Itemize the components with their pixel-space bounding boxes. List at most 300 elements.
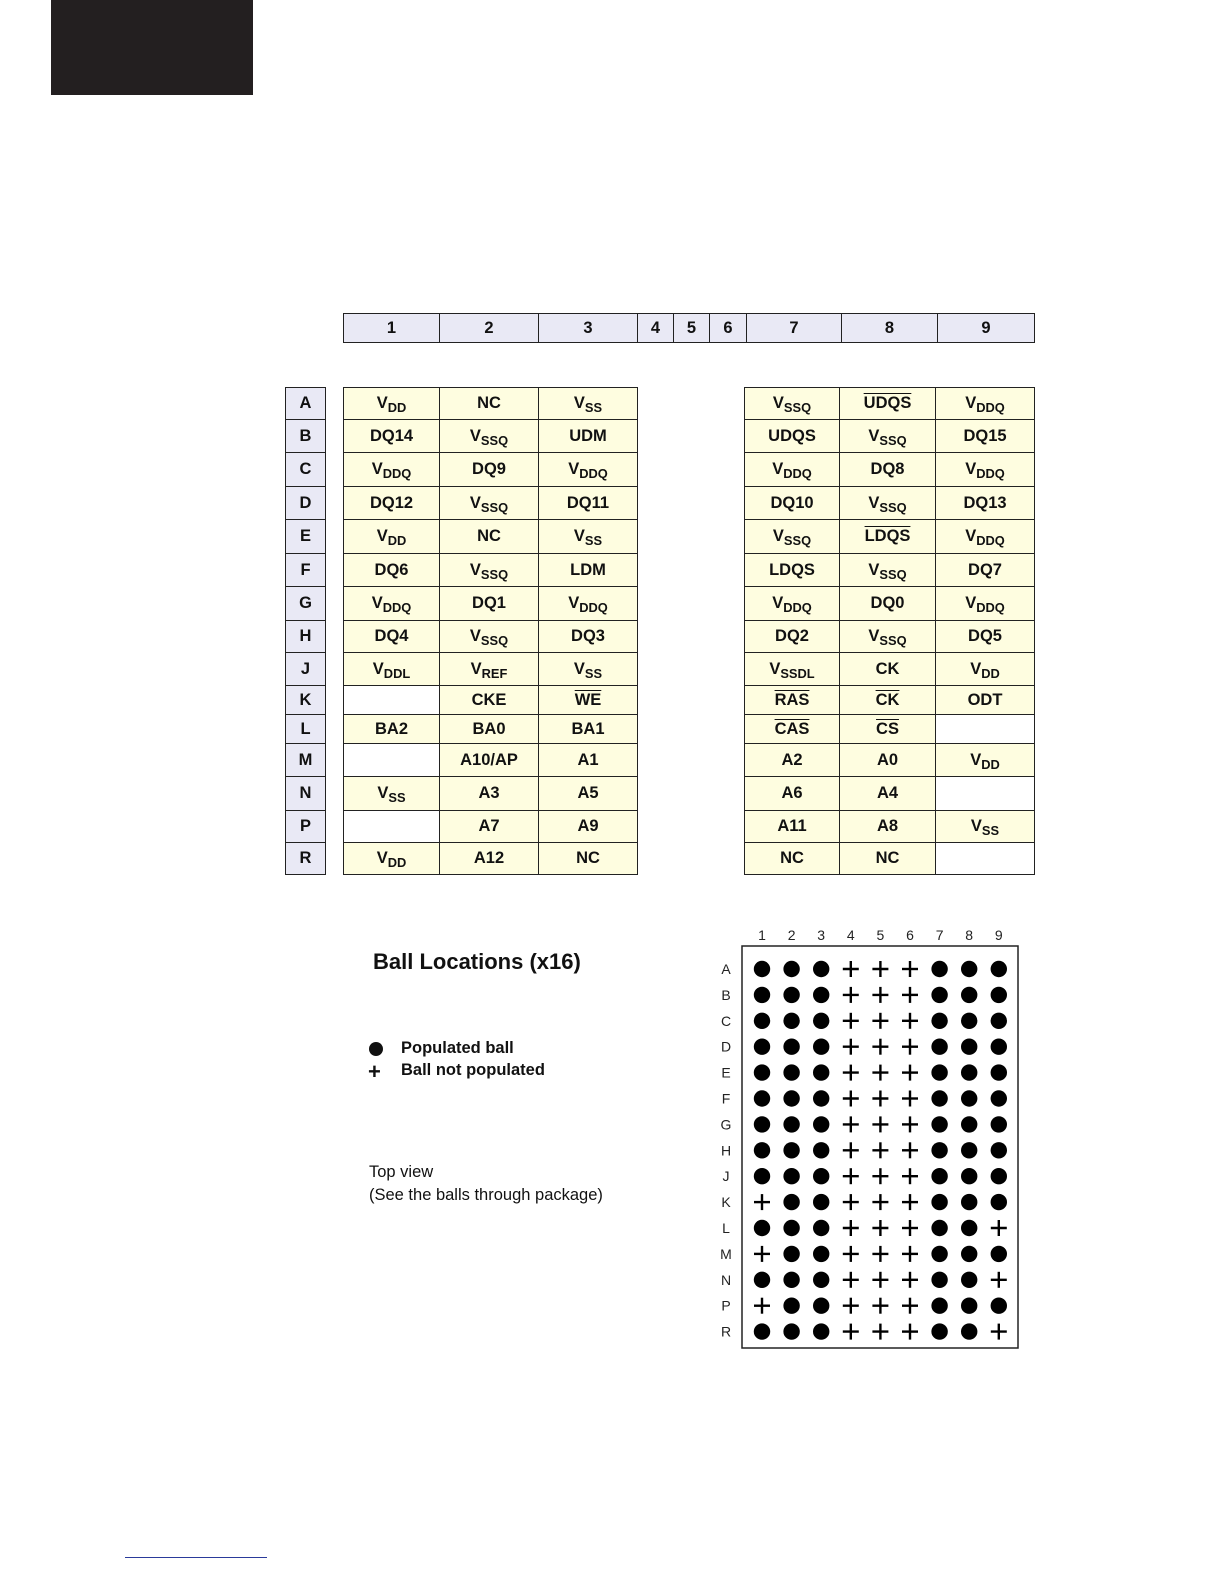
ball-row-label: N bbox=[720, 1271, 732, 1288]
pin-cell-E1: $V_{DD}$ bbox=[344, 520, 440, 554]
pin-cell-H2: $V_{SSQ}$ bbox=[440, 621, 539, 653]
row-label-N: N bbox=[286, 777, 326, 811]
populated-ball bbox=[813, 1064, 829, 1080]
pin-cell-R2: A12 bbox=[440, 843, 539, 875]
ball-col-label: 7 bbox=[935, 927, 944, 943]
pin-row-M bbox=[344, 744, 638, 777]
ball-row-label: C bbox=[720, 1012, 732, 1029]
populated-ball bbox=[813, 1194, 829, 1210]
populated-ball bbox=[961, 1323, 977, 1339]
column-header-2: 2 bbox=[440, 314, 539, 343]
unpopulated-ball bbox=[872, 1142, 888, 1158]
populated-ball bbox=[991, 961, 1007, 977]
ball-row-label: M bbox=[720, 1245, 732, 1262]
populated-ball bbox=[813, 1013, 829, 1029]
populated-ball bbox=[783, 1142, 799, 1158]
pin-cell-R9 bbox=[936, 843, 1035, 875]
pin-cell-C1: $V_{DDQ}$ bbox=[344, 453, 440, 487]
row-label-H: H bbox=[286, 621, 326, 653]
pin-cell-R8: NC bbox=[840, 843, 936, 875]
populated-ball bbox=[931, 1323, 947, 1339]
populated-ball bbox=[813, 1039, 829, 1055]
populated-ball bbox=[813, 1090, 829, 1106]
pin-row-N bbox=[344, 777, 638, 811]
populated-ball bbox=[813, 961, 829, 977]
legend-not-populated-label: Ball not populated bbox=[401, 1061, 545, 1079]
not-populated-plus-icon: + bbox=[368, 1059, 381, 1084]
populated-ball bbox=[961, 1064, 977, 1080]
unpopulated-ball bbox=[902, 1324, 918, 1340]
pin-cell-C7: $V_{DDQ}$ bbox=[745, 453, 840, 487]
pin-cell-B7: UDQS bbox=[745, 420, 840, 453]
pin-row-B bbox=[344, 420, 638, 453]
populated-ball bbox=[754, 1323, 770, 1339]
unpopulated-ball bbox=[754, 1246, 770, 1262]
unpopulated-ball bbox=[843, 1142, 859, 1158]
pin-cell-H9: DQ5 bbox=[936, 621, 1035, 653]
pin-cell-M2: A10/AP bbox=[440, 744, 539, 777]
unpopulated-ball bbox=[843, 1324, 859, 1340]
unpopulated-ball bbox=[902, 1272, 918, 1288]
pin-cell-E3: $V_{SS}$ bbox=[539, 520, 638, 554]
populated-ball bbox=[783, 1272, 799, 1288]
populated-ball bbox=[754, 1013, 770, 1029]
populated-ball bbox=[961, 1142, 977, 1158]
ball-col-label: 3 bbox=[817, 927, 826, 943]
pin-row-F bbox=[344, 554, 638, 587]
unpopulated-ball bbox=[902, 1298, 918, 1314]
populated-ball bbox=[754, 1116, 770, 1132]
populated-ball bbox=[754, 1142, 770, 1158]
row-label-J: J bbox=[286, 653, 326, 686]
pin-cell-D3: DQ11 bbox=[539, 487, 638, 520]
pin-cell-C9: $V_{DDQ}$ bbox=[936, 453, 1035, 487]
populated-ball bbox=[961, 1298, 977, 1314]
populated-ball bbox=[961, 961, 977, 977]
populated-ball bbox=[931, 1194, 947, 1210]
pin-cell-K8: $\overline{CK}$ bbox=[840, 686, 936, 715]
populated-ball bbox=[813, 1168, 829, 1184]
populated-ball bbox=[991, 987, 1007, 1003]
populated-ball bbox=[931, 1013, 947, 1029]
pin-row-R bbox=[745, 843, 1035, 875]
pin-cell-N8: A4 bbox=[840, 777, 936, 811]
pin-cell-F2: $V_{SSQ}$ bbox=[440, 554, 539, 587]
unpopulated-ball bbox=[902, 1194, 918, 1210]
populated-ball bbox=[931, 1272, 947, 1288]
unpopulated-ball bbox=[991, 1220, 1007, 1236]
unpopulated-ball bbox=[843, 1116, 859, 1132]
populated-ball bbox=[783, 1298, 799, 1314]
pin-cell-L7: $\overline{CAS}$ bbox=[745, 715, 840, 744]
pin-cell-P3: A9 bbox=[539, 811, 638, 843]
unpopulated-ball bbox=[754, 1298, 770, 1314]
populated-ball bbox=[783, 1220, 799, 1236]
unpopulated-ball bbox=[902, 1091, 918, 1107]
populated-ball bbox=[783, 1116, 799, 1132]
pin-cell-K3: $\overline{WE}$ bbox=[539, 686, 638, 715]
populated-ball bbox=[754, 1168, 770, 1184]
pin-cell-E7: $V_{SSQ}$ bbox=[745, 520, 840, 554]
pin-cell-R3: NC bbox=[539, 843, 638, 875]
populated-ball bbox=[931, 1168, 947, 1184]
top-view-label: Top view bbox=[369, 1163, 434, 1181]
pin-row-D bbox=[344, 487, 638, 520]
ball-col-label: 4 bbox=[846, 927, 855, 943]
unpopulated-ball bbox=[843, 987, 859, 1003]
pin-cell-A2: NC bbox=[440, 388, 539, 420]
pin-cell-E9: $V_{DDQ}$ bbox=[936, 520, 1035, 554]
pin-cell-A3: $V_{SS}$ bbox=[539, 388, 638, 420]
unpopulated-ball bbox=[843, 1065, 859, 1081]
populated-ball bbox=[991, 1039, 1007, 1055]
populated-ball bbox=[931, 987, 947, 1003]
unpopulated-ball bbox=[991, 1324, 1007, 1340]
populated-ball bbox=[783, 1323, 799, 1339]
populated-ball bbox=[991, 1298, 1007, 1314]
unpopulated-ball bbox=[872, 1194, 888, 1210]
ball-row-label: E bbox=[721, 1064, 731, 1081]
unpopulated-ball bbox=[754, 1194, 770, 1210]
pin-cell-J9: $V_{DD}$ bbox=[936, 653, 1035, 686]
pin-row-P bbox=[745, 811, 1035, 843]
pin-cell-P9: $V_{SS}$ bbox=[936, 811, 1035, 843]
pin-cell-J3: $V_{SS}$ bbox=[539, 653, 638, 686]
pin-cell-K2: CKE bbox=[440, 686, 539, 715]
row-label-P: P bbox=[286, 811, 326, 843]
pin-row-C bbox=[344, 453, 638, 487]
pin-cell-D2: $V_{SSQ}$ bbox=[440, 487, 539, 520]
pin-cell-B2: $V_{SSQ}$ bbox=[440, 420, 539, 453]
pin-cell-K7: $\overline{RAS}$ bbox=[745, 686, 840, 715]
pin-row-R bbox=[344, 843, 638, 875]
ball-col-label: 6 bbox=[906, 927, 914, 943]
populated-ball bbox=[961, 987, 977, 1003]
populated-ball bbox=[754, 987, 770, 1003]
ball-row-label: G bbox=[720, 1116, 732, 1133]
pin-row-C bbox=[745, 453, 1035, 487]
unpopulated-ball bbox=[902, 1116, 918, 1132]
pin-cell-L8: $\overline{CS}$ bbox=[840, 715, 936, 744]
unpopulated-ball bbox=[902, 1246, 918, 1262]
unpopulated-ball bbox=[872, 1168, 888, 1184]
pin-cell-B9: DQ15 bbox=[936, 420, 1035, 453]
column-header-5: 5 bbox=[674, 314, 710, 343]
unpopulated-ball bbox=[872, 1065, 888, 1081]
pin-cell-N2: A3 bbox=[440, 777, 539, 811]
populated-ball bbox=[991, 1168, 1007, 1184]
pin-row-A bbox=[745, 388, 1035, 420]
pin-cell-J8: CK bbox=[840, 653, 936, 686]
top-view-note: (See the balls through package) bbox=[369, 1186, 603, 1204]
pin-cell-B3: UDM bbox=[539, 420, 638, 453]
unpopulated-ball bbox=[902, 1168, 918, 1184]
pin-cell-B8: $V_{SSQ}$ bbox=[840, 420, 936, 453]
pin-cell-N3: A5 bbox=[539, 777, 638, 811]
ball-row-label: A bbox=[721, 961, 731, 977]
populated-ball bbox=[991, 1116, 1007, 1132]
pin-row-M bbox=[745, 744, 1035, 777]
pin-cell-P7: A11 bbox=[745, 811, 840, 843]
pin-cell-F8: $V_{SSQ}$ bbox=[840, 554, 936, 587]
pin-cell-H3: DQ3 bbox=[539, 621, 638, 653]
pin-cell-C3: $V_{DDQ}$ bbox=[539, 453, 638, 487]
pin-cell-F1: DQ6 bbox=[344, 554, 440, 587]
row-label-G: G bbox=[286, 587, 326, 621]
populated-ball bbox=[991, 1013, 1007, 1029]
ball-location-diagram bbox=[712, 922, 1024, 1354]
pin-cell-M9: $V_{DD}$ bbox=[936, 744, 1035, 777]
pin-cell-M7: A2 bbox=[745, 744, 840, 777]
column-header-6: 6 bbox=[710, 314, 747, 343]
pin-cell-E8: LDQS bbox=[840, 520, 936, 554]
pin-cell-N1: $V_{SS}$ bbox=[344, 777, 440, 811]
unpopulated-ball bbox=[872, 1091, 888, 1107]
ball-row-label: R bbox=[720, 1323, 732, 1340]
row-label-B: B bbox=[286, 420, 326, 453]
populated-ball bbox=[754, 1039, 770, 1055]
pin-row-P bbox=[344, 811, 638, 843]
populated-ball bbox=[754, 1064, 770, 1080]
pin-cell-H7: DQ2 bbox=[745, 621, 840, 653]
unpopulated-ball bbox=[872, 1272, 888, 1288]
populated-ball bbox=[783, 1246, 799, 1262]
populated-ball bbox=[783, 1039, 799, 1055]
row-label-A: A bbox=[286, 388, 326, 420]
populated-ball bbox=[813, 1298, 829, 1314]
pin-cell-G1: $V_{DDQ}$ bbox=[344, 587, 440, 621]
populated-ball bbox=[813, 987, 829, 1003]
populated-ball bbox=[991, 1142, 1007, 1158]
populated-ball bbox=[813, 1142, 829, 1158]
pin-row-L bbox=[745, 715, 1035, 744]
populated-ball bbox=[931, 1298, 947, 1314]
unpopulated-ball bbox=[843, 1272, 859, 1288]
row-label-E: E bbox=[286, 520, 326, 554]
pin-cell-K9: ODT bbox=[936, 686, 1035, 715]
pin-cell-L2: BA0 bbox=[440, 715, 539, 744]
pin-cell-G9: $V_{DDQ}$ bbox=[936, 587, 1035, 621]
legend-populated-label: Populated ball bbox=[401, 1039, 514, 1057]
pin-cell-B1: DQ14 bbox=[344, 420, 440, 453]
populated-ball bbox=[783, 1090, 799, 1106]
pin-row-F bbox=[745, 554, 1035, 587]
populated-ball bbox=[813, 1272, 829, 1288]
pin-cell-A1: $V_{DD}$ bbox=[344, 388, 440, 420]
pin-cell-A8: UDQS bbox=[840, 388, 936, 420]
pin-row-H bbox=[745, 621, 1035, 653]
populated-ball bbox=[961, 1194, 977, 1210]
pin-cell-M8: A0 bbox=[840, 744, 936, 777]
populated-ball bbox=[931, 1090, 947, 1106]
populated-ball bbox=[991, 1246, 1007, 1262]
populated-ball bbox=[931, 1039, 947, 1055]
pin-row-A bbox=[344, 388, 638, 420]
populated-ball-icon bbox=[369, 1042, 383, 1056]
ball-locations-title: Ball Locations (x16) bbox=[373, 949, 581, 974]
pin-cell-L9 bbox=[936, 715, 1035, 744]
pin-cell-M1 bbox=[344, 744, 440, 777]
pin-cell-H8: $V_{SSQ}$ bbox=[840, 621, 936, 653]
populated-ball bbox=[754, 1272, 770, 1288]
footer-rule bbox=[125, 1557, 267, 1558]
populated-ball bbox=[931, 1246, 947, 1262]
row-label-F: F bbox=[286, 554, 326, 587]
pin-row-N bbox=[745, 777, 1035, 811]
pin-cell-G2: DQ1 bbox=[440, 587, 539, 621]
ball-col-label: 8 bbox=[965, 927, 974, 943]
unpopulated-ball bbox=[872, 1324, 888, 1340]
pin-cell-M3: A1 bbox=[539, 744, 638, 777]
populated-ball bbox=[961, 1039, 977, 1055]
unpopulated-ball bbox=[902, 1039, 918, 1055]
ball-col-label: 2 bbox=[787, 927, 796, 943]
pin-cell-P8: A8 bbox=[840, 811, 936, 843]
unpopulated-ball bbox=[872, 987, 888, 1003]
ball-row-label: K bbox=[721, 1194, 731, 1211]
row-label-L: L bbox=[286, 715, 326, 744]
pin-cell-L1: BA2 bbox=[344, 715, 440, 744]
unpopulated-ball bbox=[843, 1013, 859, 1029]
pin-table-right bbox=[744, 387, 1035, 875]
pin-cell-D9: DQ13 bbox=[936, 487, 1035, 520]
populated-ball bbox=[961, 1272, 977, 1288]
unpopulated-ball bbox=[843, 1220, 859, 1236]
populated-ball bbox=[813, 1246, 829, 1262]
populated-ball bbox=[783, 961, 799, 977]
pin-cell-G3: $V_{DDQ}$ bbox=[539, 587, 638, 621]
pin-row-L bbox=[344, 715, 638, 744]
pin-row-G bbox=[745, 587, 1035, 621]
column-header-1: 1 bbox=[344, 314, 440, 343]
row-label-C: C bbox=[286, 453, 326, 487]
column-header-8: 8 bbox=[842, 314, 938, 343]
pin-cell-F3: LDM bbox=[539, 554, 638, 587]
unpopulated-ball bbox=[872, 1246, 888, 1262]
populated-ball bbox=[931, 961, 947, 977]
populated-ball bbox=[931, 1220, 947, 1236]
populated-ball bbox=[813, 1116, 829, 1132]
pin-cell-L3: BA1 bbox=[539, 715, 638, 744]
pin-cell-P1 bbox=[344, 811, 440, 843]
populated-ball bbox=[783, 1013, 799, 1029]
row-label-R: R bbox=[286, 843, 326, 875]
row-label-table bbox=[285, 387, 326, 875]
ball-row-label: L bbox=[722, 1220, 730, 1236]
pin-cell-F7: LDQS bbox=[745, 554, 840, 587]
unpopulated-ball bbox=[872, 1220, 888, 1236]
pin-cell-D8: $V_{SSQ}$ bbox=[840, 487, 936, 520]
pin-row-J bbox=[745, 653, 1035, 686]
populated-ball bbox=[961, 1116, 977, 1132]
ball-row-label: B bbox=[721, 986, 731, 1003]
unpopulated-ball bbox=[843, 961, 859, 977]
pin-cell-D1: DQ12 bbox=[344, 487, 440, 520]
pin-cell-J2: $V_{REF}$ bbox=[440, 653, 539, 686]
pin-cell-J1: $V_{DDL}$ bbox=[344, 653, 440, 686]
pin-row-G bbox=[344, 587, 638, 621]
pin-row-H bbox=[344, 621, 638, 653]
pin-row-K bbox=[745, 686, 1035, 715]
ball-row-label: H bbox=[720, 1142, 732, 1159]
unpopulated-ball bbox=[843, 1091, 859, 1107]
unpopulated-ball bbox=[872, 1013, 888, 1029]
populated-ball bbox=[961, 1013, 977, 1029]
unpopulated-ball bbox=[902, 961, 918, 977]
ball-col-label: 5 bbox=[876, 927, 885, 943]
pin-cell-N9 bbox=[936, 777, 1035, 811]
unpopulated-ball bbox=[902, 987, 918, 1003]
pin-row-J bbox=[344, 653, 638, 686]
populated-ball bbox=[961, 1220, 977, 1236]
ball-row-label: P bbox=[721, 1297, 731, 1314]
pin-row-E bbox=[344, 520, 638, 554]
ball-row-label: D bbox=[720, 1038, 732, 1055]
column-header-9: 9 bbox=[938, 314, 1035, 343]
pin-cell-G8: DQ0 bbox=[840, 587, 936, 621]
unpopulated-ball bbox=[872, 961, 888, 977]
ball-col-label: 1 bbox=[758, 927, 766, 943]
pin-cell-F9: DQ7 bbox=[936, 554, 1035, 587]
pin-cell-P2: A7 bbox=[440, 811, 539, 843]
populated-ball bbox=[931, 1142, 947, 1158]
ball-row-label: J bbox=[722, 1168, 730, 1185]
pin-cell-E2: NC bbox=[440, 520, 539, 554]
pin-cell-R1: $V_{DD}$ bbox=[344, 843, 440, 875]
pin-row-E bbox=[745, 520, 1035, 554]
pin-cell-G7: $V_{DDQ}$ bbox=[745, 587, 840, 621]
pin-row-B bbox=[745, 420, 1035, 453]
pin-row-K bbox=[344, 686, 638, 715]
pin-cell-C8: DQ8 bbox=[840, 453, 936, 487]
unpopulated-ball bbox=[843, 1298, 859, 1314]
populated-ball bbox=[991, 1090, 1007, 1106]
populated-ball bbox=[754, 961, 770, 977]
unpopulated-ball bbox=[872, 1039, 888, 1055]
unpopulated-ball bbox=[902, 1220, 918, 1236]
populated-ball bbox=[991, 1064, 1007, 1080]
populated-ball bbox=[754, 1220, 770, 1236]
pin-cell-R7: NC bbox=[745, 843, 840, 875]
populated-ball bbox=[754, 1090, 770, 1106]
unpopulated-ball bbox=[843, 1246, 859, 1262]
populated-ball bbox=[931, 1064, 947, 1080]
pin-cell-C2: DQ9 bbox=[440, 453, 539, 487]
pin-cell-D7: DQ10 bbox=[745, 487, 840, 520]
unpopulated-ball bbox=[872, 1298, 888, 1314]
populated-ball bbox=[991, 1194, 1007, 1210]
pin-row-D bbox=[745, 487, 1035, 520]
pin-cell-H1: DQ4 bbox=[344, 621, 440, 653]
populated-ball bbox=[961, 1246, 977, 1262]
row-label-M: M bbox=[286, 744, 326, 777]
unpopulated-ball bbox=[872, 1116, 888, 1132]
populated-ball bbox=[961, 1090, 977, 1106]
ball-col-label: 9 bbox=[994, 927, 1003, 943]
populated-ball bbox=[931, 1116, 947, 1132]
unpopulated-ball bbox=[843, 1039, 859, 1055]
column-header-7: 7 bbox=[747, 314, 842, 343]
populated-ball bbox=[783, 1064, 799, 1080]
unpopulated-ball bbox=[991, 1272, 1007, 1288]
row-label-K: K bbox=[286, 686, 326, 715]
pin-cell-K1 bbox=[344, 686, 440, 715]
pin-cell-J7: $V_{SSDL}$ bbox=[745, 653, 840, 686]
pin-cell-A7: $V_{SSQ}$ bbox=[745, 388, 840, 420]
column-header-table bbox=[343, 313, 1035, 343]
row-label-D: D bbox=[286, 487, 326, 520]
populated-ball bbox=[961, 1168, 977, 1184]
